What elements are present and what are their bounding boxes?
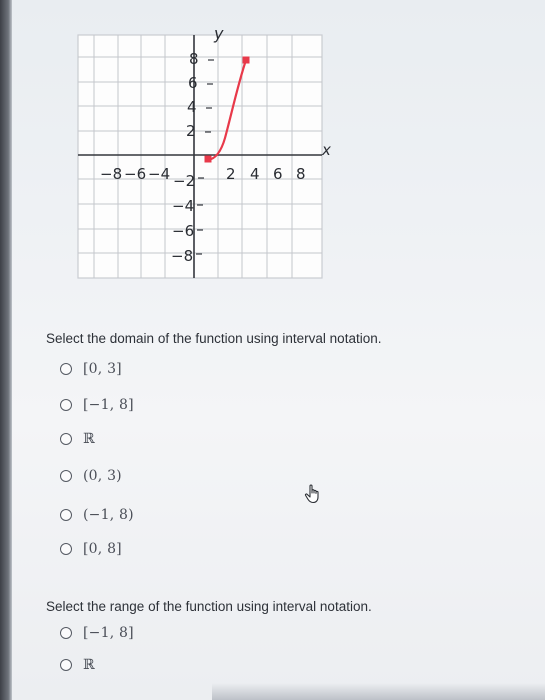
range-option[interactable] — [60, 654, 95, 676]
bottom-shadow — [212, 683, 545, 700]
option-label: (0, 3) — [83, 468, 122, 484]
x-axis-label: x — [322, 141, 331, 159]
radio-button[interactable] — [60, 363, 72, 375]
hand-pointer-icon — [304, 484, 322, 504]
radio-button[interactable] — [60, 659, 72, 671]
domain-option[interactable] — [60, 465, 122, 487]
start-point — [205, 156, 212, 163]
x-tick-label: −6 — [124, 165, 147, 183]
x-tick-label: 2 — [226, 165, 236, 183]
domain-option[interactable] — [60, 538, 122, 560]
option-label: ℝ — [83, 657, 95, 673]
y-tick-label: 6 — [188, 74, 198, 92]
radio-button[interactable] — [60, 433, 72, 445]
y-tick-label: −4 — [172, 197, 195, 215]
radio-button[interactable] — [60, 509, 72, 521]
option-label: ℝ — [83, 431, 95, 447]
option-label: [0, 3] — [83, 361, 122, 377]
end-point — [243, 57, 250, 64]
y-tick-label: 2 — [186, 122, 196, 140]
domain-option[interactable] — [60, 428, 95, 450]
domain-question-prompt: Select the domain of the function using interval notation. — [46, 331, 382, 346]
radio-button[interactable] — [60, 627, 72, 639]
y-tick-label: −8 — [171, 247, 194, 265]
radio-button[interactable] — [60, 543, 72, 555]
screen-bezel — [0, 0, 12, 700]
question-page — [12, 0, 545, 700]
radio-button[interactable] — [60, 470, 72, 482]
radio-button[interactable] — [60, 399, 72, 411]
x-tick-label: 8 — [296, 165, 306, 183]
x-tick-label: −4 — [148, 165, 171, 183]
option-label: [−1, 8] — [83, 625, 134, 641]
function-graph — [74, 24, 336, 286]
x-tick-label: −8 — [100, 165, 123, 183]
option-label: (−1, 8) — [83, 507, 134, 523]
y-tick-label: 8 — [189, 50, 199, 68]
y-tick-label: −6 — [172, 222, 195, 240]
y-axis-label: y — [214, 24, 224, 43]
x-tick-label: 6 — [273, 165, 283, 183]
range-option[interactable] — [60, 622, 134, 644]
domain-option[interactable] — [60, 504, 134, 526]
option-label: [0, 8] — [83, 541, 122, 557]
option-label: [−1, 8] — [83, 397, 134, 413]
y-tick-label: −2 — [173, 172, 196, 190]
range-question-prompt: Select the range of the function using interval notation. — [46, 599, 372, 614]
y-tick-label: 4 — [187, 98, 197, 116]
domain-option[interactable] — [60, 358, 122, 380]
domain-option[interactable] — [60, 394, 134, 416]
x-tick-label: 4 — [250, 165, 260, 183]
